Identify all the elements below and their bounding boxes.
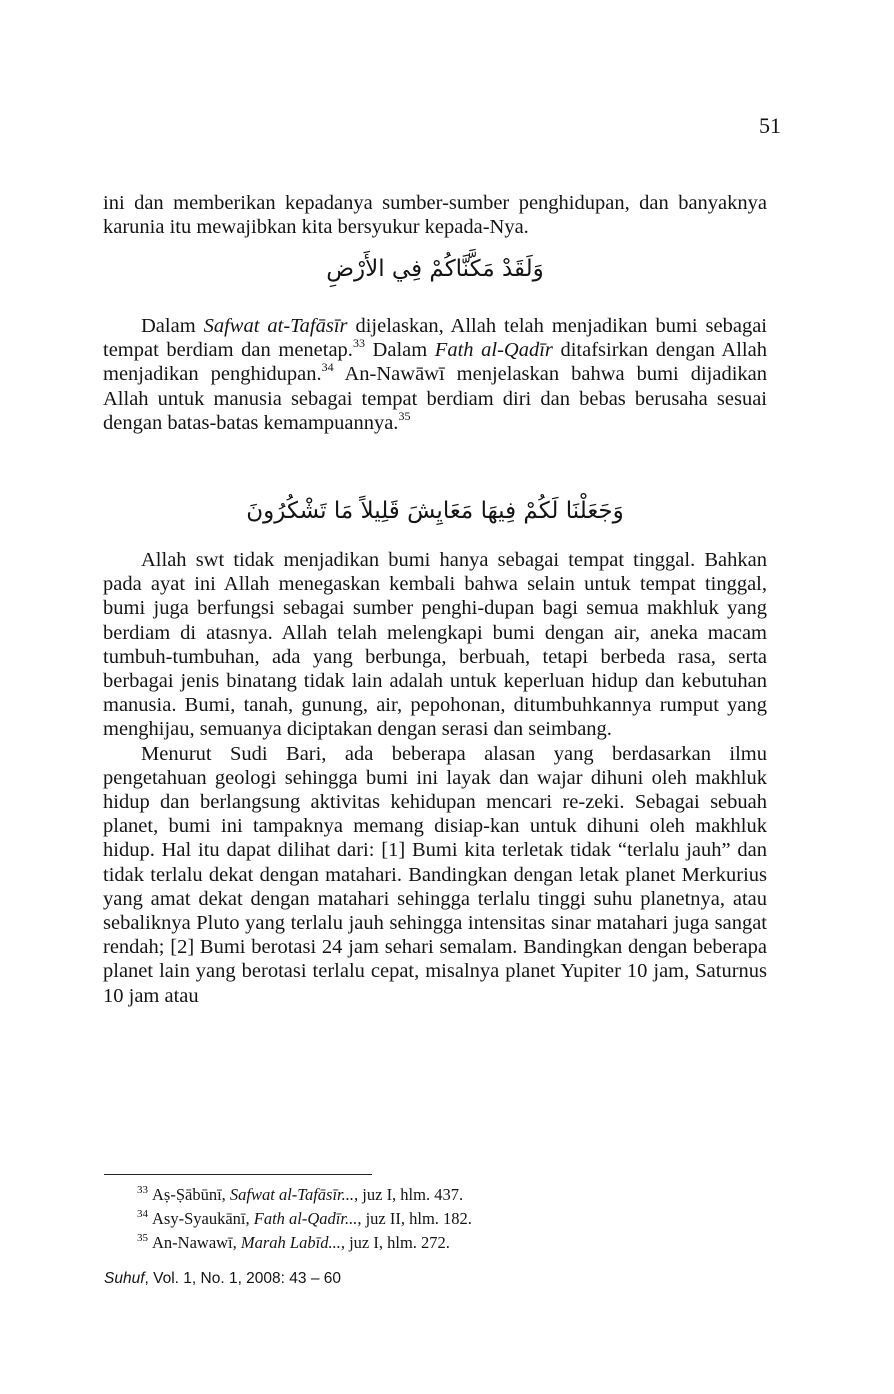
paragraph-1: ini dan memberikan kepadanya sumber-sumber penghidupan, dan banyaknya karunia itu mewajibkan kita bersyukur kepada-Nya. (103, 192, 767, 239)
footnote-detail: , juz I, hlm. 437. (354, 1185, 464, 1204)
footnote-33 (137, 1183, 472, 1207)
paragraph-continuation (103, 191, 767, 239)
footnote-35 (137, 1231, 472, 1255)
footnote-detail: , juz I, hlm. 272. (340, 1233, 450, 1252)
footnote-author: Asy-Syaukānī, (152, 1209, 254, 1228)
footnotes (137, 1183, 472, 1255)
main-body (103, 548, 767, 1008)
paragraph-2-text-b: dijelaskan, Allah telah menjadikan bumi sebagai tempat berdiam dan menetap. (103, 315, 768, 362)
footnote-title: Marah Labīd... (240, 1233, 341, 1252)
footnote-number: 35 (137, 1232, 148, 1244)
paragraph-2-text-a: Dalam (141, 315, 204, 337)
footnote-detail: , juz II, hlm. 182. (357, 1209, 472, 1228)
paragraph-2-text-c: Dalam (364, 339, 435, 362)
arabic-verse-2: وَجَعَلْنَا لَكُمْ فِيهَا مَعَايِشَ قَلِيلاً مَا تَشْكُرُونَ (246, 498, 624, 524)
footnote-number: 33 (137, 1184, 148, 1196)
safwat-title: Safwat at-Tafāsīr (203, 315, 348, 337)
footnote-ref-33[interactable]: 33 (352, 336, 365, 351)
paragraph-2 (103, 314, 767, 435)
footnote-divider (104, 1174, 372, 1175)
footnote-ref-35[interactable]: 35 (398, 408, 411, 423)
footnote-number: 34 (137, 1208, 148, 1220)
paragraph-3: Allah swt tidak menjadikan bumi hanya sebagai tempat tinggal. Bahkan pada ayat ini Allah menegaskan kembali bahwa selain untuk tempat tinggal, bumi juga berfungsi sebagai sumber penghi-dupan bagi semua makhluk yang berdiam di atasnya. Allah telah melengkapi bumi dengan air, aneka macam tumbuh-tumbuhan, ada yang berbunga, berbuah, tetapi berbeda rasa, serta berbagai jenis binatang tidak lain adalah untuk keperluan hidup dan kebutuhan manusia. Bumi, tanah, gunung, air, pepohonan, ditumbuhkannya rumput yang menghijau, semuanya diciptakan dengan serasi dan seimbang. (103, 549, 767, 741)
fath-title: Fath al-Qadīr (434, 339, 553, 362)
paragraph-2-text-d: ditafsirkan dengan Allah menjadikan penghidupan. (103, 339, 767, 386)
arabic-verse-1: وَلَقَدْ مَكَّنَّاكُمْ فِي الأَرْضِ (326, 256, 544, 282)
journal-name: Suhuf (104, 1270, 145, 1287)
journal-footer (104, 1270, 341, 1288)
page-number: 51 (759, 113, 781, 138)
journal-details: , Vol. 1, No. 1, 2008: 43 – 60 (144, 1270, 341, 1287)
footnote-ref-34[interactable]: 34 (321, 360, 334, 375)
footnote-author: An-Nawawī, (152, 1233, 241, 1252)
footnote-title: Safwat al-Tafāsīr... (229, 1185, 355, 1204)
paragraph-2-block (103, 314, 767, 435)
footnote-34 (137, 1207, 472, 1231)
paragraph-2-text-e: An-Nawāwī menjelaskan bahwa bumi dijadikan Allah untuk manusia sebagai tempat berdiam diri dan bebas berusaha sesuai dengan batas-batas kemampuannya. (103, 363, 767, 434)
footnote-title: Fath al-Qadīr... (253, 1209, 358, 1228)
footnote-author: Aṣ-Ṣābūnī, (152, 1185, 230, 1204)
paragraph-4: Menurut Sudi Bari, ada beberapa alasan yang berdasarkan ilmu pengetahuan geologi sehingga bumi ini layak dan wajar dihuni oleh makhluk hidup dan berlangsung aktivitas kehidupan mencari re-zeki. Sebagai sebuah planet, bumi ini tampaknya memang disiap-kan untuk dihuni oleh makhluk hidup. Hal itu dapat dilihat dari: [1] Bumi kita terletak tidak “terlalu jauh” dan tidak terlalu dekat dengan matahari. Bandingkan dengan letak planet Merkurius yang amat dekat dengan matahari sehingga terlalu tinggi suhu planetnya, atau sebaliknya Pluto yang terlalu jauh sehingga intensitas sinar matahari juga sangat rendah; [2] Bumi berotasi 24 jam sehari semalam. Bandingkan dengan beberapa planet lain yang berotasi terlalu cepat, misalnya planet Yupiter 10 jam, Saturnus 10 jam atau (103, 742, 767, 1007)
